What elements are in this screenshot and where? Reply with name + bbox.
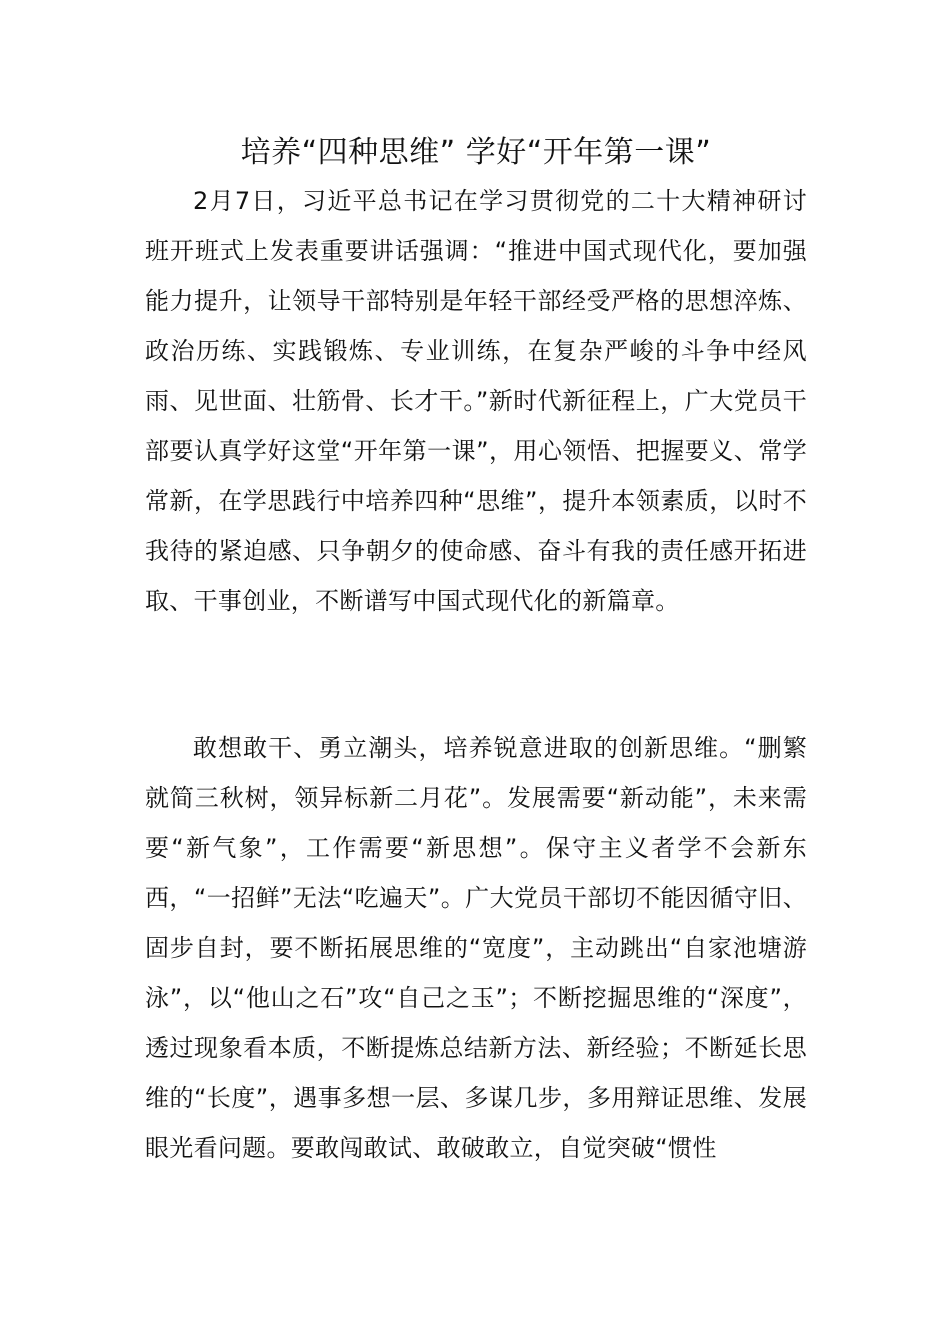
paragraph-innovative-thinking: 敢想敢干、勇立潮头，培养锐意进取的创新思维。“删繁就简三秋树，领异标新二月花”。发展需要“新动能”，未来需要“新气象”，工作需要“新思想”。保守主义者学不会新东西，“一招鲜”无法“吃遍天”。广大党员干部切不能因循守旧、固步自封，要不断拓展思维的“宽度”，主动跳出“自家池塘游泳”，以“他山之石”攻“自己之玉”；不断挖掘思维的“深度”，透过现象看本质，不断提炼总结新方法、新经验；不断延长思维的“长度”，遇事多想一层、多谋几步，多用辩证思维、发展眼光看问题。要敢闯敢试、敢破敢立，自觉突破“惯性	[145, 734, 807, 1162]
document-title: 培养“四种思维” 学好“开年第一课”	[240, 135, 712, 170]
paragraph-intro: 2月7日，习近平总书记在学习贯彻党的二十大精神研讨班开班式上发表重要讲话强调：“推进中国式现代化，要加强能力提升，让领导干部特别是年轻干部经受严格的思想淬炼、政治历练、实践锻炼、专业训练，在复杂严峻的斗争中经风雨、见世面、壮筋骨、长才干。”新时代新征程上，广大党员干部要认真学好这堂“开年第一课”，用心领悟、把握要义、常学常新，在学思践行中培养四种“思维”，提升本领素质，以时不我待的紧迫感、只争朝夕的使命感、奋斗有我的责任感开拓进取、干事创业，不断谱写中国式现代化的新篇章。	[145, 187, 807, 615]
